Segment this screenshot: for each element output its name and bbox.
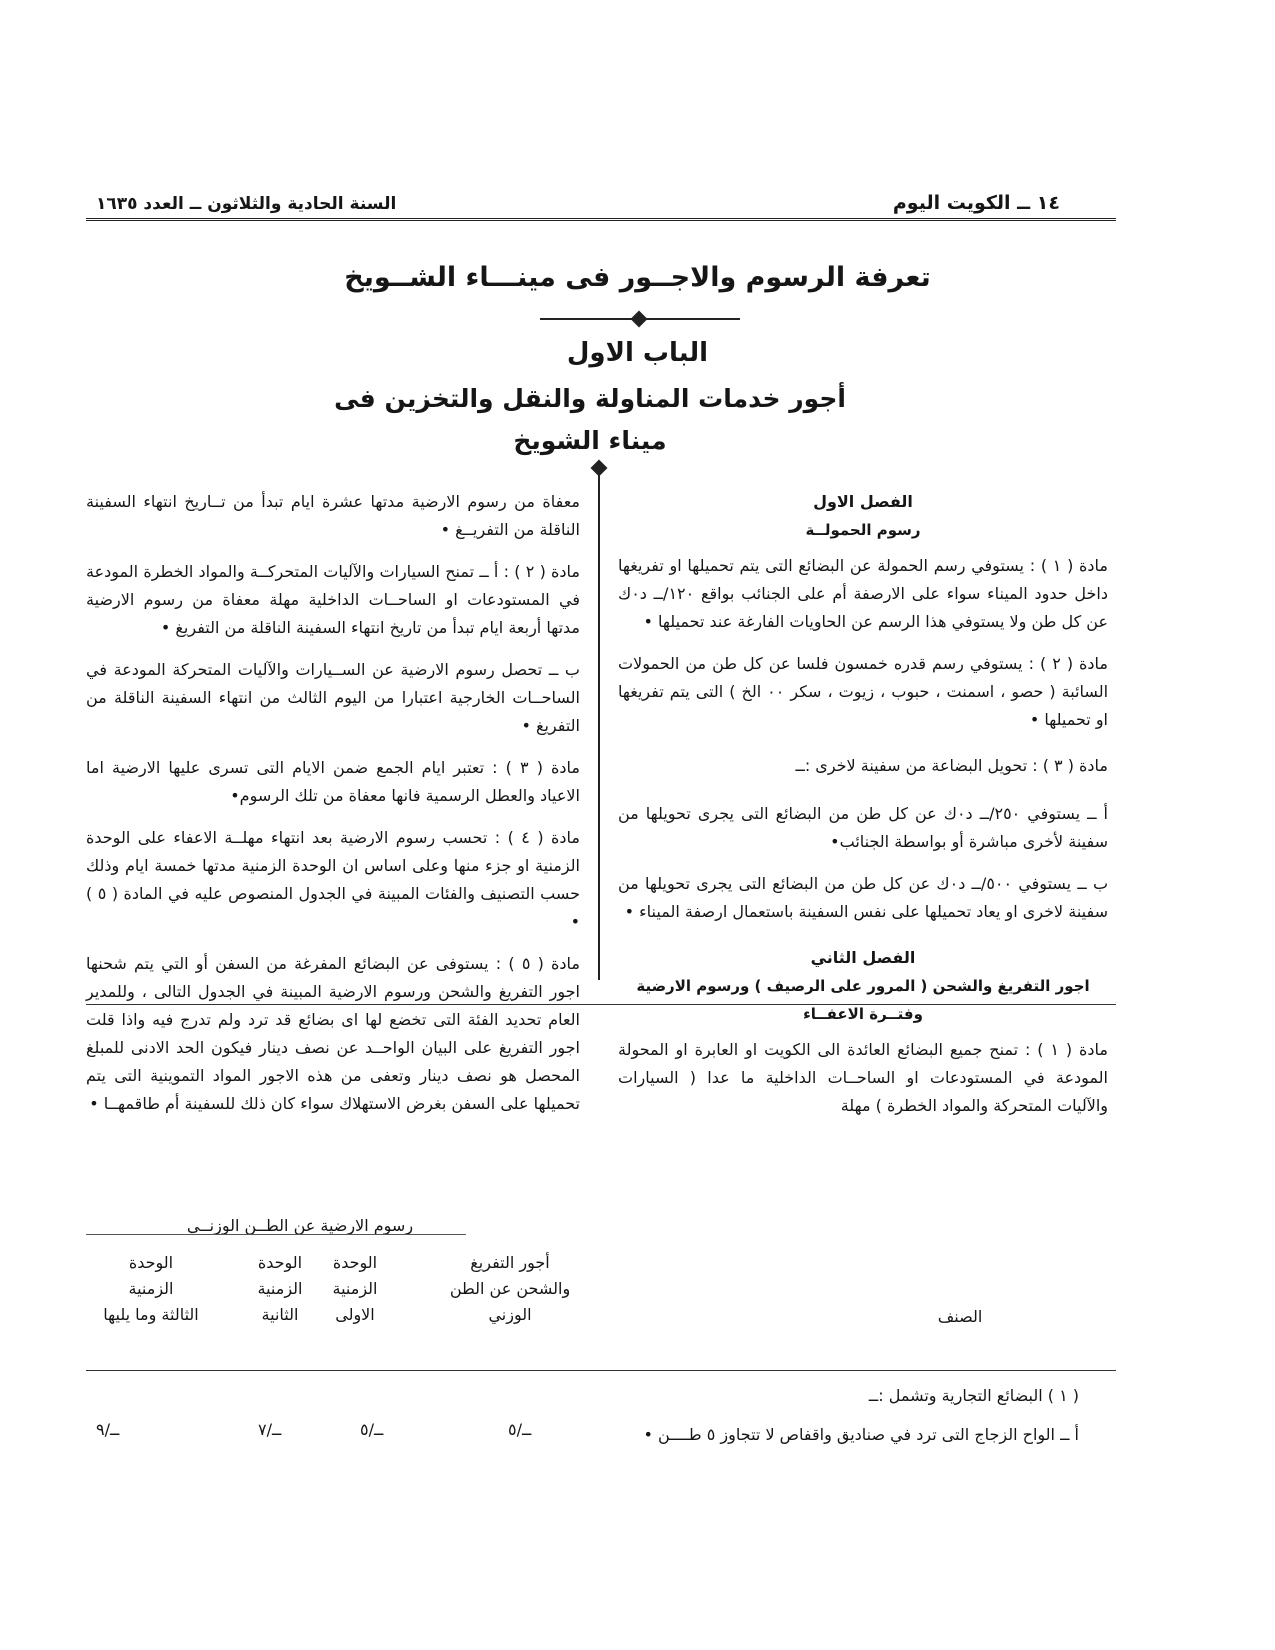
table-header-unit-line: الزمنية xyxy=(257,1279,303,1298)
table-header-unit-3 xyxy=(86,1250,216,1328)
table-header-unit-line: الوحدة xyxy=(257,1253,303,1272)
table-header-unit-line: الثانية xyxy=(261,1305,299,1324)
table-group-rule xyxy=(86,1234,466,1235)
part-subtitle: أجور خدمات المناولة والنقل والتخزين فى ميناء الشويخ xyxy=(334,384,846,455)
table-header-fee-line: الوزني xyxy=(488,1305,532,1324)
table-header-unit-line: الاولى xyxy=(335,1305,375,1324)
table-category: ( ١ ) البضائع التجارية وتشمل :ــ xyxy=(868,1386,1079,1405)
continued-text: معفاة من رسوم الارضية مدتها عشرة ايام تبدأ من تــاريخ انتهاء السفينة الناقلة من التفريــغ • xyxy=(86,492,580,539)
chapter-1-title: الفصل الاول xyxy=(813,492,913,511)
table-header-rule xyxy=(86,1370,1116,1371)
table-header-fee-line: أجور التفريغ xyxy=(470,1253,550,1272)
table-header-class: الصنف xyxy=(937,1307,983,1326)
chapter-2-subtitle: اجور التفريغ والشحن ( المرور على الرصيف ) ورسوم الارضية وفتــرة الاعفــاء xyxy=(636,977,1090,1023)
table-cell-unit-2: ــ/٧ xyxy=(258,1420,282,1439)
chapter-2-article-4: مادة ( ٤ ) : تحسب رسوم الارضية بعد انتهاء مهلــة الاعفاء على الوحدة الزمنية او جزء منها وعلى اساس ان الوحدة الزمنية مدتها خمسة ايام وذلك حسب التصنيف والفئات المبينة في الجدول المنصوص عليه في المادة ( ٥ ) • xyxy=(86,828,581,931)
article-3-a: أ ــ يستوفي ٢٥٠/ــ د٠ك عن كل طن من البضائع التى يجرى تحويلها من سفينة لأخرى مباشرة أو بواسطة الجنائب• xyxy=(618,804,1108,851)
part-title: الباب الاول xyxy=(566,338,709,368)
page-header-title: ١٤ ــ الكويت اليوم xyxy=(892,192,1060,214)
chapter-2-title: الفصل الثاني xyxy=(810,948,916,967)
chapter-1-subtitle: رسوم الحمولــة xyxy=(805,521,921,539)
document-title: تعرفة الرسوم والاجــور فى مينـــاء الشــويخ xyxy=(344,262,931,293)
table-cell-fee: ــ/٥ xyxy=(508,1420,532,1439)
article-2: مادة ( ٢ ) : يستوفي رسم قدره خمسون فلسا عن كل طن من الحمولات السائبة ( حصو ، اسمنت ، حبوب ، زيوت ، سكر ٠٠ الخ ) التى يتم تفريغها او تحميلها • xyxy=(618,654,1109,729)
chapter-2-article-1: مادة ( ١ ) : تمنح جميع البضائع العائدة الى الكويت او العابرة او المحولة المودعة في المستودعات او الساحــات الداخلية ما عدا ( السيارات والآليات المتحركة والمواد الخطرة ) مهلة xyxy=(618,1040,1108,1115)
table-header-unit-line: الثالثة وما يليها xyxy=(103,1305,199,1324)
table-header-fee xyxy=(440,1250,580,1328)
table-group-header: رسوم الارضية عن الطــن الوزنــي xyxy=(186,1216,414,1235)
table-header-unit-line: الزمنية xyxy=(332,1279,378,1298)
page-header-issue: السنة الحادية والثلاثون ــ العدد ١٦٣٥ xyxy=(96,194,397,214)
header-rule xyxy=(86,218,1116,221)
chapter-2-article-5: مادة ( ٥ ) : يستوفى عن البضائع المفرغة من السفن أو التي يتم شحنها اجور التفريغ والشحن ورسوم الارضية المبينة في الجدول التالى ، وللمدير العام تحديد الفئة التى تخضع لها اى بضائع قد ترد ولم تدرج فيه واذا قلت اجور التفريغ على البيان الواحــد عن نصف دينار فيكون الحد الادنى للمبلغ المحصل هو نصف دينار وتعفى من هذه الاجور المواد التموينية التى يتم تحميلها على السفن بغرض الاستهلاك سواء كان ذلك للسفينة أم طاقمهــا • xyxy=(86,954,581,1113)
chapter-2-article-2-b: ب ــ تحصل رسوم الارضية عن الســيارات والآليات المتحركة المودعة في الساحــات الخارجية اعتبارا من اليوم الثالث من انتهاء السفينة الناقلة من التفريغ • xyxy=(86,660,580,735)
article-3: مادة ( ٣ ) : تحويل البضاعة من سفينة لاخرى :ــ xyxy=(795,756,1108,775)
chapter-2-article-3: مادة ( ٣ ) : تعتبر ايام الجمع ضمن الايام التى تسرى عليها الارضية اما الاعياد والعطل الرسمية فانها معفاة من تلك الرسوم• xyxy=(86,758,580,805)
table-cell-unit-1: ــ/٥ xyxy=(360,1420,384,1439)
right-column xyxy=(618,488,1108,1126)
table-header-unit-line: الوحدة xyxy=(332,1253,378,1272)
left-column xyxy=(86,488,580,1124)
article-1: مادة ( ١ ) : يستوفي رسم الحمولة عن البضائع التى يتم تحميلها او تفريغها داخل حدود الميناء سواء على الارصفة أم على الجنائب بواقع ١٢٠/ــ د٠ك عن كل طن ولا يستوفي هذا الرسم عن الحاويات الفارغة عند تحميلها • xyxy=(618,556,1109,631)
table-row-label: أ ــ الواح الزجاج التى ترد في صناديق واقفاص لا تتجاوز ٥ طــــن • xyxy=(643,1425,1079,1444)
column-divider xyxy=(598,470,600,980)
table-header-unit-line: الوحدة xyxy=(128,1253,174,1272)
article-3-b: ب ــ يستوفي ٥٠٠/ــ د٠ك عن كل طن من البضائع التى يجرى تحويلها من سفينة لاخرى او يعاد تحميلها على نفس السفينة باستعمال ارصفة الميناء • xyxy=(618,874,1109,921)
table-header-fee-line: والشحن عن الطن xyxy=(449,1279,571,1298)
table-top-rule xyxy=(86,1004,1116,1005)
table-header-unit-2 xyxy=(240,1250,320,1328)
chapter-2-article-2-a: مادة ( ٢ ) : أ ــ تمنح السيارات والآليات المتحركــة والمواد الخطرة المودعة في المستودعات او الساحــات الداخلية مهلة معفاة من رسوم الارضية مدتها أربعة ايام تبدأ من تاريخ انتهاء السفينة الناقلة من التفريغ • xyxy=(86,562,580,637)
table-cell-unit-3: ــ/٩ xyxy=(96,1420,120,1439)
table-header-unit-line: الزمنية xyxy=(128,1279,174,1298)
title-ornament xyxy=(540,318,740,320)
